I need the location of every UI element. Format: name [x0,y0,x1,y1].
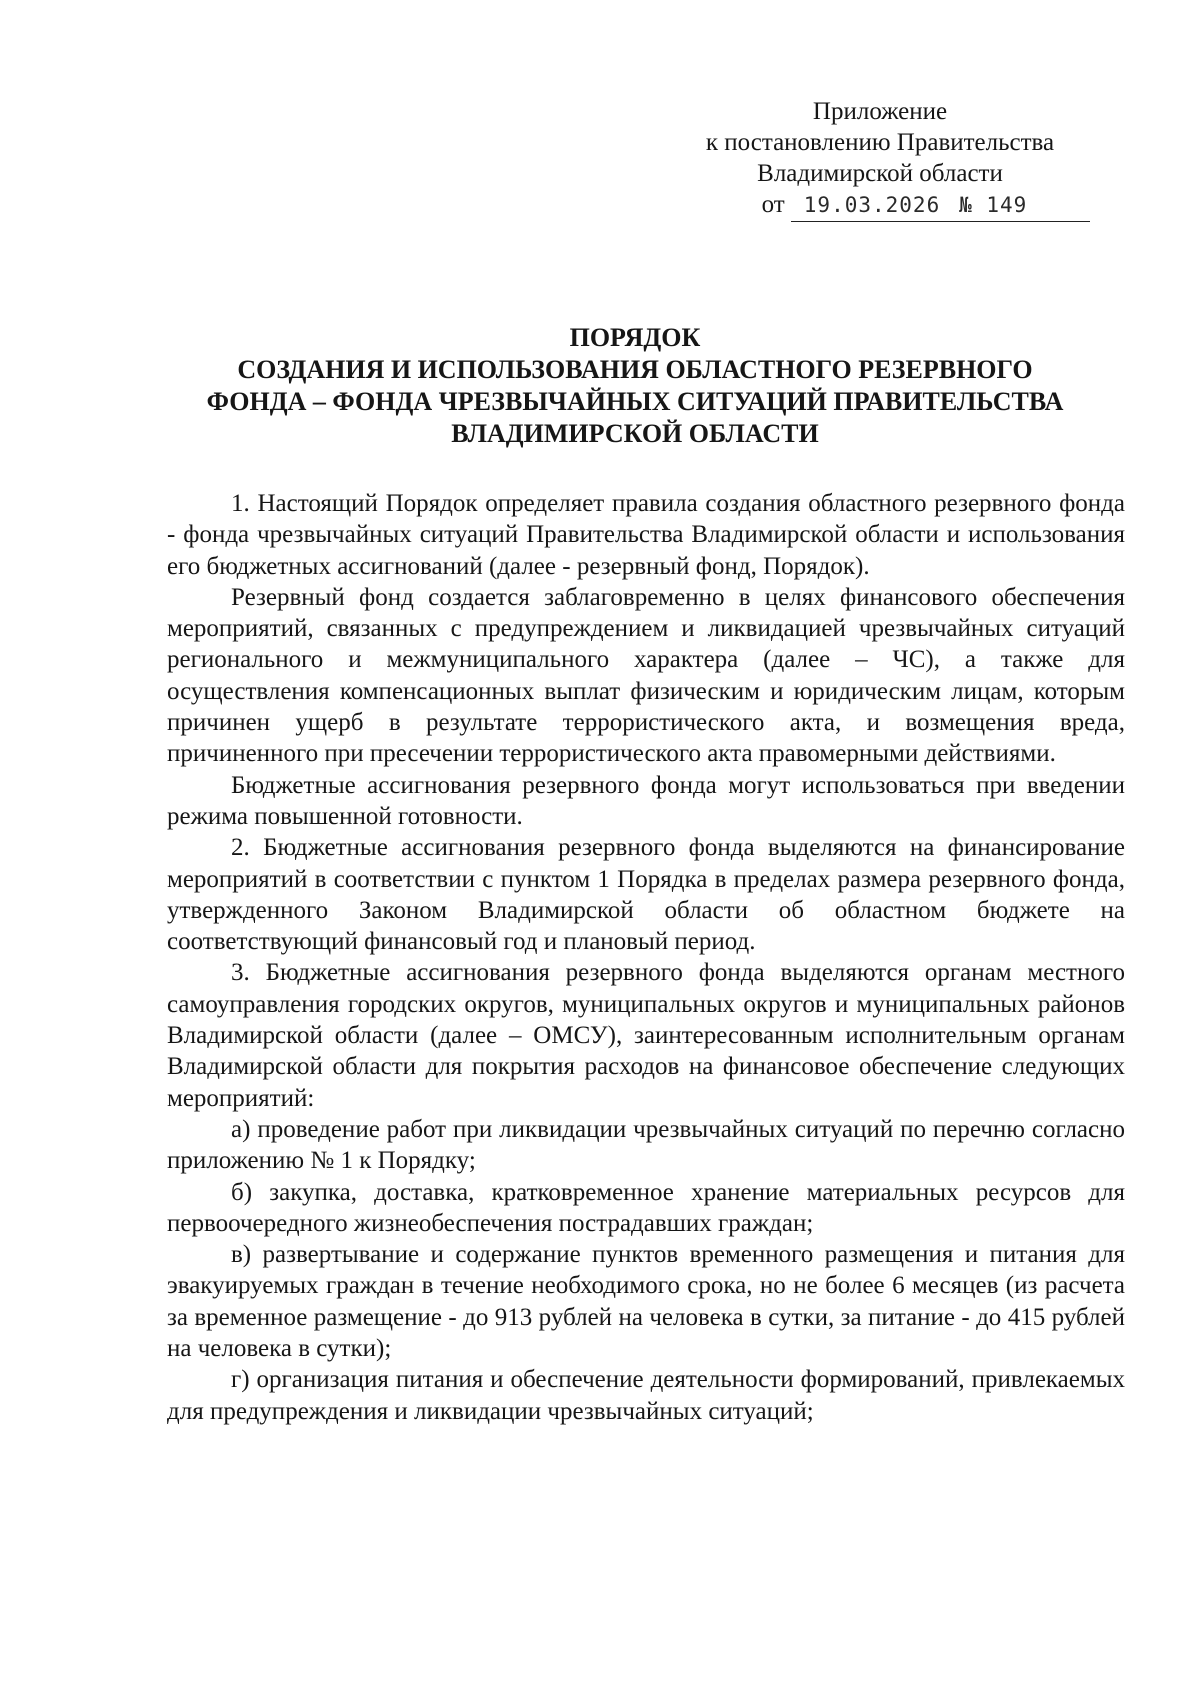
title-line-3: ФОНДА – ФОНДА ЧРЕЗВЫЧАЙНЫХ СИТУАЦИЙ ПРАВИТЕЛЬСТВА [206,387,1064,416]
paragraph-6: а) проведение работ при ликвидации чрезвычайных ситуаций по перечню согласно приложению № 1 к Порядку; [167,1115,1125,1175]
title-line-2: СОЗДАНИЯ И ИСПОЛЬЗОВАНИЯ ОБЛАСТНОГО РЕЗЕРВНОГО [237,355,1033,384]
paragraph-2: Резервный фонд создается заблаговременно в целях финансового обеспечения мероприятий, связанных с предупреждением и ликвидацией чрезвычайных ситуаций регионального и межмуниципального характера (далее – ЧС), а также для осуществления компенсационных выплат физическим и юридическим лицам, которым причинен ущерб в результате террористического акта, и возмещения вреда, причиненного при пресечении террористического акта правомерными действиями. [167,583,1125,768]
document-body [167,488,1125,1427]
appendix-line-3: Владимирской области [757,160,1003,187]
document-title [150,322,1120,450]
paragraph-8: в) развертывание и содержание пунктов временного размещения и питания для эвакуируемых граждан в течение необходимого срока, но не более 6 месяцев (из расчета за временное размещение - до 913 рублей на человека в сутки, за питание - до 415 рублей на человека в сутки); [167,1241,1125,1363]
paragraph-3: Бюджетные ассигнования резервного фонда могут использоваться при введении режима повышенной готовности. [167,771,1125,830]
from-label: от [761,191,785,218]
title-line-1: ПОРЯДОК [569,323,701,352]
paragraph-4: 2. Бюджетные ассигнования резервного фонда выделяются на финансирование мероприятий в соответствии с пунктом 1 Порядка в пределах размера резервного фонда, утвержденного Законом Владимирской области об областном бюджете на соответствующий финансовый год и плановый период. [167,834,1125,956]
appendix-line-2: к постановлению Правительства [705,129,1055,156]
paragraph-9: г) организация питания и обеспечение деятельности формирований, привлекаемых для предупреждения и ликвидации чрезвычайных ситуаций; [167,1366,1125,1425]
paragraph-1: 1. Настоящий Порядок определяет правила создания областного резервного фонда - фонда чрезвычайных ситуаций Правительства Владимирской области и использования его бюджетных ассигнований (далее - резервный фонд, Порядок). [167,490,1125,580]
paragraph-7: б) закупка, доставка, кратковременное хранение материальных ресурсов для первоочередного жизнеобеспечения пострадавших граждан; [167,1178,1125,1237]
paragraph-5: 3. Бюджетные ассигнования резервного фонда выделяются органам местного самоуправления городских округов, муниципальных округов и муниципальных районов Владимирской области (далее – ОМСУ), заинтересованным исполнительным органам Владимирской области для покрытия расходов на финансовое обеспечение следующих мероприятий: [167,959,1125,1112]
title-line-4: ВЛАДИМИРСКОЙ ОБЛАСТИ [451,419,819,448]
decree-date: 19.03.2026 [791,190,953,222]
appendix-line-1: Приложение [812,98,948,125]
appendix-date-number-line [670,189,1090,222]
appendix-header [670,96,1090,222]
decree-number: 149 [986,193,1028,217]
decree-number-field [953,190,1090,222]
number-label: № [959,193,973,217]
